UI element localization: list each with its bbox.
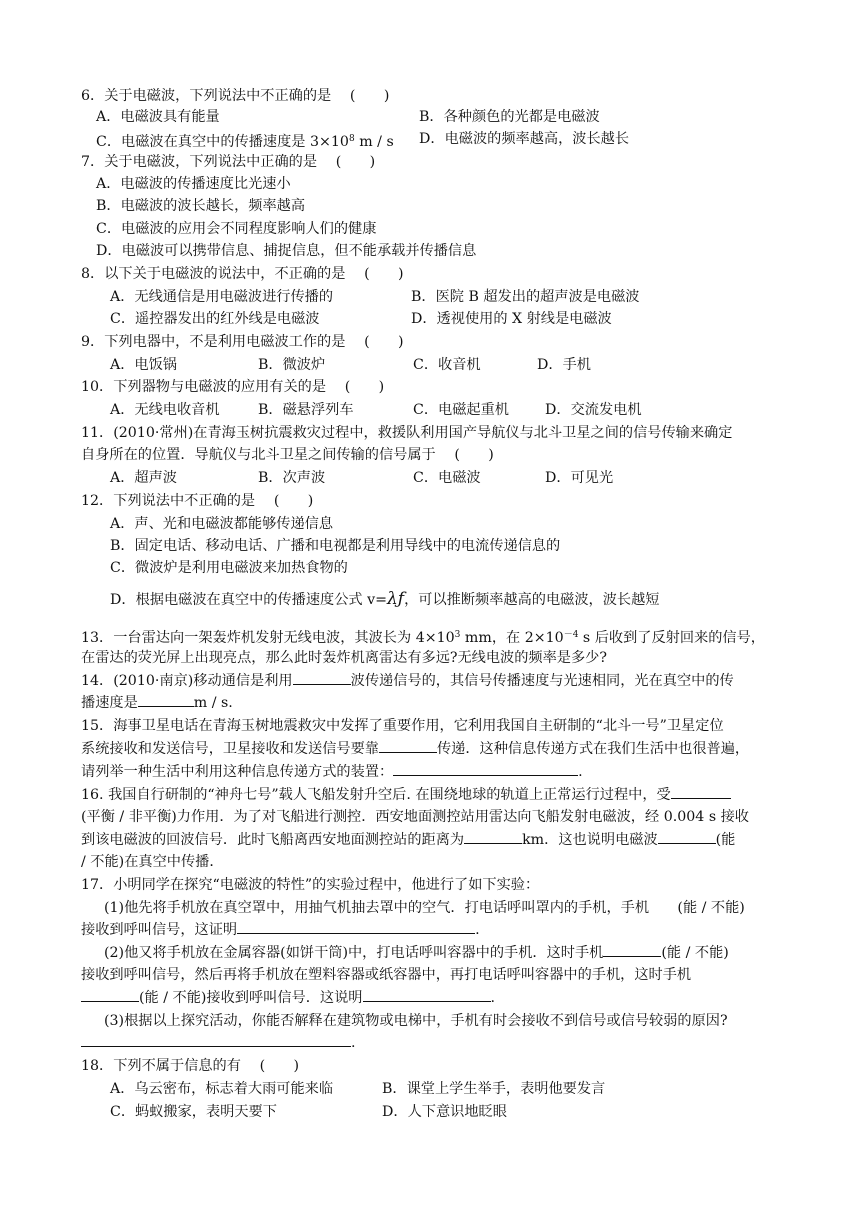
q14-text-d: m / s. [193,695,233,711]
q17-text-f: . [490,990,496,1006]
option-12d-formula: λƒ [386,589,405,609]
q15-text-a: 系统接收和发送信号，卫星接收和发送信号要靠 [81,741,379,757]
q14-text-b: 波传递信号的，其信号传播速度与光速相同，光在真空中的传 [350,673,734,689]
question-18: 18．下列不属于信息的有 ( ) [81,1058,300,1074]
q17-blank-4[interactable] [363,987,491,1002]
option-11b: B．次声波 [258,470,326,486]
option-9d: D．手机 [537,357,591,373]
question-11-line2: 自身所在的位置．导航仪与北斗卫星之间传输的信号属于 ( ) [81,447,494,463]
option-18b: B．课堂上学生举手，表明他要发言 [382,1081,606,1097]
option-7c: C．电磁波的应用会不同程度影响人们的健康 [96,221,377,237]
option-6b: B．各种颜色的光都是电磁波 [419,109,600,125]
question-17-part1-line1: (1)他先将手机放在真空罩中，用抽气机抽去罩中的空气．打电话呼叫罩内的手机，手机 (能 / 不能) [104,900,745,916]
q17-text-b: . [475,922,480,938]
q17-blank-2[interactable] [603,942,661,957]
question-13-line2: 在雷达的荧光屏上出现亮点，那么此时轰炸机离雷达有多远?无线电波的频率是多少? [81,650,607,666]
q14-text-c: 播速度是 [81,695,138,711]
q16-blank-2[interactable] [464,829,522,844]
question-15-line2 [81,738,749,760]
question-16-line4: / 不能)在真空中传播． [81,854,224,870]
option-18c: C．蚂蚁搬家，表明天要下 [110,1104,277,1120]
option-9b: B．微波炉 [258,357,326,373]
option-11c: C．电磁波 [413,470,481,486]
question-8: 8．以下关于电磁波的说法中，不正确的是 ( ) [81,266,404,282]
question-10: 10．下列器物与电磁波的应用有关的是 ( ) [81,379,385,395]
option-7d: D．电磁波可以携带信息、捕捉信息，但不能承载并传播信息 [96,243,477,259]
question-16-line1 [81,784,731,806]
option-6c-text: C．电磁波在真空中的传播速度是 3×10 [96,134,349,150]
question-17-part2-line3 [81,987,495,1009]
q16-text-b: 到该电磁波的回波信号．此时飞船离西安地面测控站的距离为 [81,832,465,848]
option-8c: C．遥控器发出的红外线是电磁波 [110,311,320,327]
q17-text-e: (能 / 不能)接收到呼叫信号．这说明 [139,990,363,1006]
question-9: 9．下列电器中，不是利用电磁波工作的是 ( ) [81,334,404,350]
question-7: 7．关于电磁波，下列说法中正确的是 ( ) [81,154,376,170]
q17-text-c: (2)他又将手机放在金属容器(如饼干筒)中，打电话呼叫容器中的手机．这时手机 [104,945,604,961]
question-11-line1: 11．(2010·常州)在青海玉树抗震救灾过程中，救援队利用国产导航仪与北斗卫星之间的信号传输来确定 [81,425,733,441]
question-17-part3: (3)根据以上探究活动，你能否解释在建筑物或电梯中，手机有时会接收不到信号或信号较弱的原因? [104,1013,728,1029]
question-15-line1: 15．海事卫星电话在青海玉树地震救灾中发挥了重要作用，它利用我国自主研制的“北斗一号”卫星定位 [81,718,724,734]
option-7a: A．电磁波的传播速度比光速小 [96,176,291,192]
q14-blank-1[interactable] [293,670,351,685]
option-10c: C．电磁起重机 [413,402,509,418]
q17-text-d: (能 / 不能) [661,945,729,961]
option-10b: B．磁悬浮列车 [258,402,354,418]
q15-blank-1[interactable] [379,738,437,753]
option-12d-rest: ，可以推断频率越高的电磁波，波长越短 [404,592,660,608]
q13-exponent-2: －4 [563,630,579,640]
option-6d: D．电磁波的频率越高，波长越长 [419,131,630,147]
q15-text-d: . [578,764,583,780]
q13-text-b: mm，在 2×10 [460,630,564,646]
q15-text-b: 传递．这种信息传递方式在我们生活中也很普遍， [436,741,750,757]
option-9a: A．电饭锅 [110,357,177,373]
option-12c: C．微波炉是利用电磁波来加热食物的 [110,560,348,576]
q13-exponent-1: 3 [454,630,461,640]
question-14-line2 [81,692,233,714]
q16-text-d: (能 [715,832,736,848]
question-17-part2-line1 [104,942,729,964]
option-10d: D．交流发电机 [545,402,642,418]
question-16-line2: (平衡 / 非平衡)力作用．为了对飞船进行测控．西安地面测控站用雷达向飞船发射电磁波，经 0.004 s 接收 [81,809,749,825]
q17-blank-1[interactable] [237,919,475,934]
q16-blank-1[interactable] [671,784,731,799]
question-17-part3-answer [81,1032,356,1054]
question-17-part2-line2: 接收到呼叫信号，然后再将手机放在塑料容器或纸容器中，再打电话呼叫容器中的手机，这时手机 [81,967,692,983]
option-6c [96,128,394,153]
option-12b: B．固定电话、移动电话、广播和电视都是利用导线中的电流传递信息的 [110,538,561,554]
option-8a: A．无线通信是用电磁波进行传播的 [110,289,334,305]
q15-text-c: 请列举一种生活中利用这种信息传递方式的装置： [81,764,394,780]
question-6: 6．关于电磁波，下列说法中不正确的是 ( ) [81,88,390,104]
question-15-line3 [81,761,583,783]
question-17-part1-line2 [81,919,480,941]
q13-text-c: s 后收到了反射回来的信号， [578,630,765,646]
q13-text-a: 13．一台雷达向一架轰炸机发射无线电波，其波长为 4×10 [81,630,455,646]
q17-text-a: 接收到呼叫信号，这证明 [81,922,238,938]
option-6a: A．电磁波具有能量 [96,109,220,125]
q17-blank-3[interactable] [81,987,139,1002]
question-16-line3 [81,829,735,851]
q16-blank-3[interactable] [658,829,716,844]
option-18a: A．乌云密布，标志着大雨可能来临 [110,1081,334,1097]
q15-blank-2[interactable] [393,761,578,776]
option-8d: D．透视使用的 X 射线是电磁波 [411,311,612,327]
option-11a: A．超声波 [110,470,177,486]
option-8b: B．医院 B 超发出的超声波是电磁波 [411,289,640,305]
option-7b: B．电磁波的波长越长，频率越高 [96,198,306,214]
q14-text-a: 14．(2010·南京)移动通信是利用 [81,673,293,689]
q14-blank-2[interactable] [138,692,194,707]
question-12: 12．下列说法中不正确的是 ( ) [81,493,314,509]
option-18d: D．人下意识地眨眼 [382,1104,507,1120]
option-11d: D．可见光 [545,470,614,486]
question-13-line1 [81,624,765,649]
q17-blank-5[interactable] [81,1032,351,1047]
option-12d [110,588,659,611]
q16-text-a: 16. 我国自行研制的“神舟七号”载人飞船发射升空后. 在围绕地球的轨道上正常运行过程中，受 [81,787,671,803]
option-12a: A．声、光和电磁波都能够传递信息 [110,516,334,532]
option-10a: A．无线电收音机 [110,402,220,418]
q16-text-c: km．这也说明电磁波 [522,832,658,848]
option-9c: C．收音机 [413,357,481,373]
q17-text-g: . [351,1035,356,1051]
question-14-line1 [81,670,734,692]
option-6c-exponent: 8 [348,134,355,144]
question-17: 17．小明同学在探究“电磁波的特性”的实验过程中，他进行了如下实验： [81,877,540,893]
option-12d-text: D．根据电磁波在真空中的传播速度公式 v= [110,592,387,608]
option-6c-unit: m / s [354,134,394,150]
